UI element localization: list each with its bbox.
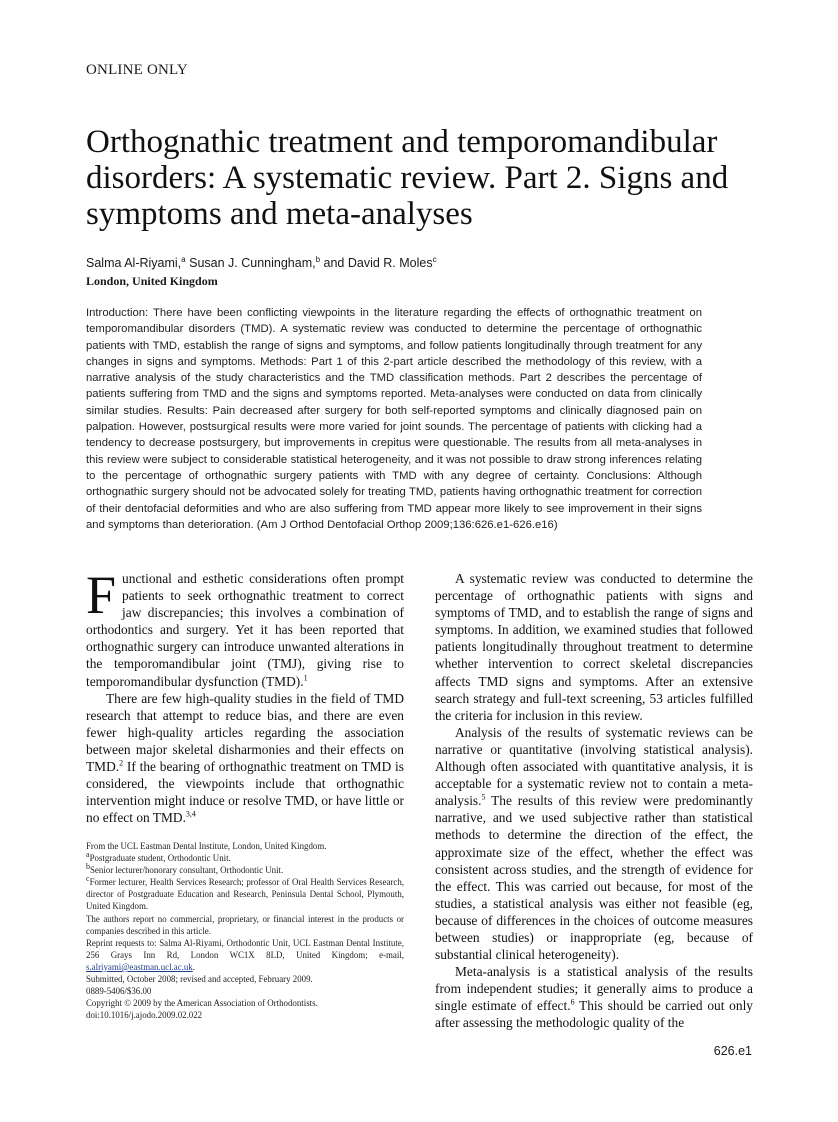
footnote-mark: a (86, 850, 90, 860)
footnote-mark: c (86, 874, 90, 884)
footnote-text: e-mail, (379, 949, 405, 960)
footnote-affiliation: From the UCL Eastman Dental Institute, London, United Kingdom. (86, 841, 327, 851)
citation-ref: 2 (119, 758, 124, 768)
body-paragraph (86, 690, 404, 827)
paragraph-text: Meta-analysis is a statistical analysis of the results from independent studies; it generally aims to produce a single estimate of effect. (435, 964, 753, 1014)
body-paragraph (435, 570, 753, 724)
paragraph-text: This should be carried out only after assessing the methodologic quality of the (435, 998, 753, 1031)
email-link[interactable]: s.alriyami@eastman.ucl.ac.uk (86, 961, 193, 972)
body-column-left (86, 565, 404, 826)
author-name: Susan J. Cunningham, (189, 256, 316, 270)
article-title: Orthognathic treatment and temporomandibular disorders: A systematic review. Part 2. Signs and symptoms and meta-analyses (86, 124, 729, 232)
body-paragraph (435, 963, 753, 1031)
footnote-conflict: The authors report no commercial, proprietary, or financial interest in the products or companies described in this article. (86, 913, 404, 936)
author-affil-mark: b (315, 254, 321, 264)
footnote-text: Reprint requests to: Salma Al-Riyami, Orthodontic Unit, UCL Eastman Dental Institute, 256 Grays Inn Rd, London WC1X 8LD, United Kingdom; (86, 937, 404, 960)
paragraph-text: There are few high-quality studies in the field of TMD research that attempt to reduce bias, and there are even fewer high-quality articles regarding the association between major skeletal disharmonies and their effects on TMD. (86, 690, 404, 775)
drop-cap: F (86, 565, 117, 625)
footnote-submitted: Submitted, October 2008; revised and accepted, February 2009. (86, 974, 313, 985)
footnote-a (86, 852, 404, 864)
citation-ref: 1 (303, 673, 308, 683)
footnotes (86, 840, 404, 1021)
paragraph-text: A systematic review was conducted to determine the percentage of orthognathic patients with signs and symptoms of TMD, and to establish the range of signs and symptoms. In addition, we examined studies that followed patients longitudinally throughout treatment to determine whether intervention to correct skeletal discrepancies affects TMD signs and symptoms. After an extensive search strategy and full-text screening, 53 articles fulfilled the criteria for inclusion in this review. (435, 571, 753, 723)
author-list (86, 256, 766, 270)
footnote-text: Senior lecturer/honorary consultant, Orthodontic Unit. (90, 865, 284, 876)
footnote-issn: 0889-5406/$36.00 (86, 986, 152, 997)
citation-ref: 6 (570, 997, 575, 1007)
author-affil-mark: c (432, 254, 437, 264)
citation-ref: 5 (481, 792, 486, 802)
abstract-text: Introduction: There have been conflicting viewpoints in the literature regarding the effects of orthognathic treatment on temporomandibular disorders (TMD). A systematic review was conducted to determine the percentage of orthognathic patients with TMD, establish the range of signs and symptoms, and follow patients longitudinally through treatment for any changes in signs and symptoms. Methods: Part 1 of this 2-part article described the methodology of this review, with a narrative analysis of the study characteristics and the TMD classification methods. Part 2 describes the percentage of patients suffering from TMD and the signs and symptoms reported. Meta-analyses were conducted on data from clinically similar studies. Results: Pain decreased after surgery for both self-reported symptoms and clinically diagnosed pain on palpation. However, postsurgical results were more varied for joint sounds. The percentage of patients with clicking had a tendency to decrease postsurgery, but improvements in crepitus were questionable. The results from all meta-analyses in this review were subject to considerable statistical heterogeneity, and it was not possible to draw strong inferences relating to the percentage of orthognathic surgery patients with TMD with any degree of certainty. Conclusions: Although orthognathic surgery should not be advocated solely for treating TMD, patients having orthognathic treatment for correction of their dentofacial deformities and who are also suffering from TMD appear more likely to see improvement in their signs and symptoms than deterioration. (Am J Orthod Dentofacial Orthop 2009;136:626.e1-626.e16) (86, 307, 702, 531)
author-affil-mark: a (181, 254, 186, 264)
author-location: London, United Kingdom (86, 274, 218, 288)
footnote-copyright: Copyright © 2009 by the American Association of Orthodontists. (86, 998, 318, 1009)
author-name: Salma Al-Riyami, (86, 256, 182, 270)
author-separator: and (320, 256, 348, 270)
author-name: David R. Moles (347, 256, 433, 270)
online-only-label: ONLINE ONLY (86, 62, 188, 78)
footnote-c (86, 876, 404, 912)
body-paragraph (86, 565, 404, 690)
paragraph-text: If the bearing of orthognathic treatment on TMD is considered, the viewpoints include that orthognathic intervention might induce or resolve TMD, or have little or no effect on TMD. (86, 759, 404, 826)
body-paragraph (435, 724, 753, 963)
paragraph-text: Analysis of the results of systematic reviews can be narrative or quantitative (involving statistical analysis). Although often associated with quantitative analysis, it is acceptable for a systematic review not to contain a meta-analysis. (435, 724, 753, 809)
page-number: 626.e1 (713, 1044, 752, 1058)
footnote-mark: b (86, 862, 90, 872)
paragraph-text: The results of this review were predominantly narrative, and we used subjective rather than statistical methods to determine the direction of the effect, the approximate size of the effect, whether the effect was consistent across studies, and the strength of evidence for the effect. This was carried out because, for most of the studies, a statistical analysis was either not feasible (eg, because of differences in the choices of outcome measures between studies) or inappropriate (eg, because of substantial clinical heterogeneity). (435, 793, 753, 963)
paragraph-text: unctional and esthetic considerations often prompt patients to seek orthognathic treatment to correct jaw discrepancies; this involves a combination of orthodontics and surgery. Yet it has been reported that orthognathic surgery can introduce unwanted alterations in the temporomandibular joint (TMJ), giving rise to temporomandibular dysfunction (TMD). (86, 571, 404, 689)
footnote-text: Postgraduate student, Orthodontic Unit. (89, 853, 231, 864)
footnote-doi[interactable]: doi:10.1016/j.ajodo.2009.02.022 (86, 1010, 203, 1021)
citation-ref: 3,4 (185, 809, 196, 819)
footnote-text: Former lecturer, Health Services Research; professor of Oral Health Services Research, director of Postgraduate Education and Research, Peninsula Dental School, Plymouth, United Kingdom. (86, 877, 404, 912)
footnote-b (86, 864, 404, 876)
body-column-right (435, 570, 753, 1032)
footnote-reprint: Reprint requests to: Salma Al-Riyami, Orthodontic Unit, UCL Eastman Dental Institute, 256 Grays Inn Rd, London WC1X 8LD, United Kingdom; e-mail, s.alriyami@eastman.ucl.ac.uk. (86, 937, 405, 972)
